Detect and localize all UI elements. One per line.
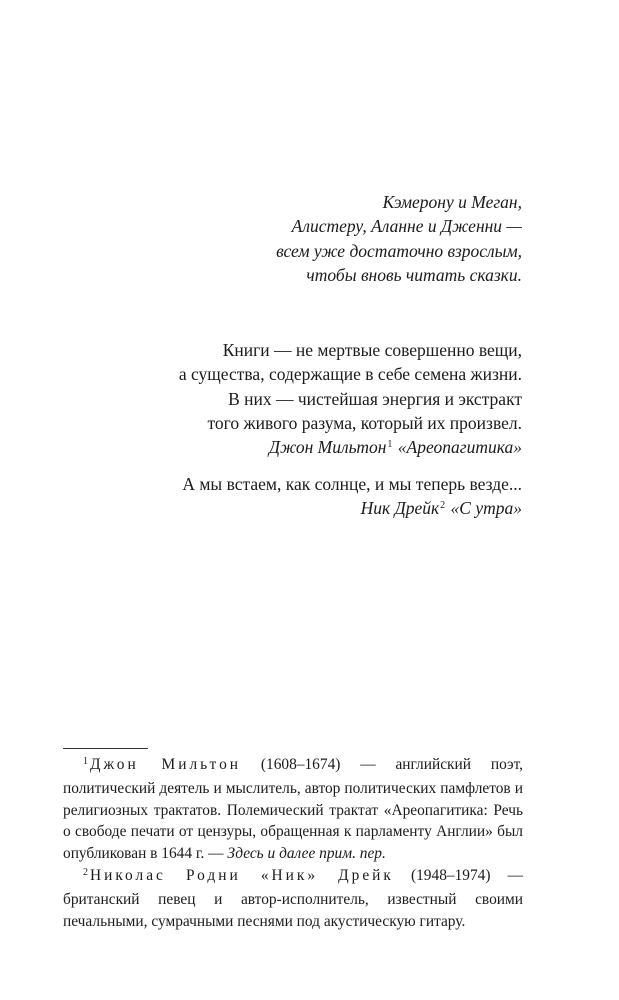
epigraph-line: Книги — не мертвые совершенно вещи, bbox=[222, 340, 522, 360]
footnote-ref[interactable]: 1 bbox=[387, 439, 393, 451]
epigraph-milton bbox=[62, 338, 522, 463]
epigraph-line: того живого разума, который их произвел. bbox=[207, 412, 522, 433]
footnote-italic-note: Здесь и далее прим. пер. bbox=[227, 845, 386, 863]
footnote-text: (1608–1674) — английский поэт, политический деятель и мыслитель, автор политических памфлетов и религиозных трактатов. Полемический трактат «Ареопагитика: Речь о свободе печати от цензуры, обращенная к парламенту Англии» был опубликован в 1644 г. — bbox=[63, 756, 523, 863]
footnote-marker: 2 bbox=[83, 866, 88, 878]
dedication-line: всем уже достаточно взрослым, bbox=[276, 240, 522, 261]
footnote-divider bbox=[63, 748, 148, 749]
epigraph-author: Ник Дрейк bbox=[360, 498, 440, 519]
footnotes bbox=[63, 754, 523, 932]
footnote-name: Николас Родни «Ник» Дрейк bbox=[90, 866, 394, 884]
epigraph-line: В них — чистейшая энергия и экстракт bbox=[228, 388, 522, 409]
epigraph-work: «Ареопагитика» bbox=[397, 437, 522, 458]
footnote-1 bbox=[63, 754, 523, 865]
epigraph-line: а существа, содержащие в себе семена жизни. bbox=[178, 364, 522, 385]
epigraph-attribution bbox=[62, 496, 522, 524]
epigraph-attribution bbox=[62, 435, 522, 463]
dedication-line: Алистеру, Аланне и Дженни — bbox=[291, 216, 522, 237]
footnote-ref[interactable]: 2 bbox=[440, 500, 446, 512]
epigraph-line: А мы встаем, как солнце, и мы теперь везде... bbox=[182, 474, 522, 494]
dedication bbox=[102, 190, 522, 287]
epigraph-author: Джон Мильтон bbox=[268, 437, 387, 458]
dedication-line: чтобы вновь читать сказки. bbox=[306, 264, 522, 285]
footnote-2 bbox=[63, 865, 523, 932]
footnote-text: (1948–1974) — британский певец и автор-исполнитель, известный своими печальными, сумрачными песнями под акустическую гитару. bbox=[63, 866, 523, 930]
footnote-name: Джон Мильтон bbox=[90, 756, 242, 773]
epigraph-work: «С утра» bbox=[450, 498, 522, 519]
footnote-marker: 1 bbox=[83, 756, 88, 767]
dedication-line: Кэмерону и Меган, bbox=[382, 192, 522, 212]
epigraph-drake bbox=[62, 472, 522, 525]
